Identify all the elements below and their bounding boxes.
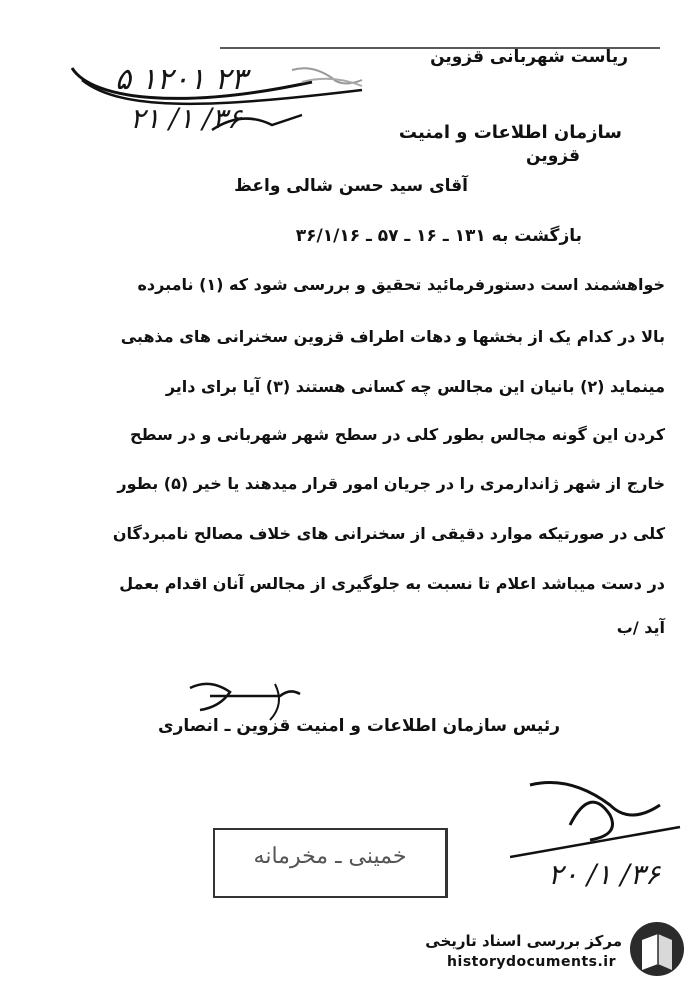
org-header: ریاست شهربانی قزوین — [430, 47, 628, 67]
initials-scribble — [510, 775, 690, 865]
subject-line: آقای سید حسن شالی واعظ — [234, 176, 468, 196]
footer-org-name: مرکز بررسی اسناد تاریخی — [425, 932, 622, 950]
body-line: مینماید (۲) بانیان این مجالس چه کسانی هستند (۳) آیا برای دایر — [165, 377, 665, 396]
addressee-org: سازمان اطلاعات و امنیت — [398, 122, 622, 143]
body-line: بالا در کدام یک از بخشها و دهات اطراف قزوین سخنرانی های مذهبی — [120, 327, 665, 346]
handwritten-date: ۳۶/ ۱/ ۲۱ — [130, 102, 242, 135]
handwritten-number: ۲۳ ۱۲۰۱ ۵ — [115, 62, 247, 97]
addressee-city: قزوین — [526, 146, 580, 166]
book-logo-icon — [628, 920, 686, 978]
body-line: خواهشمند است دستورفرمائید تحقیق و بررسی شود که (۱) نامبرده — [137, 275, 665, 294]
stamp-text: خمینی ـ مخرمانه — [253, 844, 407, 869]
reference-line: بازگشت به ۱۳۱ ـ ۱۶ ـ ۵۷ ـ ۳۶/۱/۱۶ — [295, 226, 582, 246]
body-line: آید /ب — [616, 618, 665, 637]
body-line: کلی در صورتیکه موارد دقیقی از سخنرانی های خلاف مصالح نامبردگان — [112, 524, 665, 543]
footer-website: historydocuments.ir — [447, 954, 616, 970]
signature-line: رئیس سازمان اطلاعات و امنیت قزوین ـ انصاری — [158, 716, 560, 736]
body-line: کردن این گونه مجالس بطور کلی در سطح شهر شهربانی و در سطح — [129, 425, 665, 444]
bottom-date: ۳۶/ ۱/ ۲۰ — [548, 858, 660, 891]
body-line: خارج از شهر ژاندارمری را در جریان امور قرار میدهند یا خیر (۵) بطور — [117, 474, 665, 493]
stamp-box — [213, 828, 448, 898]
body-line: در دست میباشد اعلام تا نسبت به جلوگیری از مجالس آنان اقدام بعمل — [119, 574, 665, 593]
